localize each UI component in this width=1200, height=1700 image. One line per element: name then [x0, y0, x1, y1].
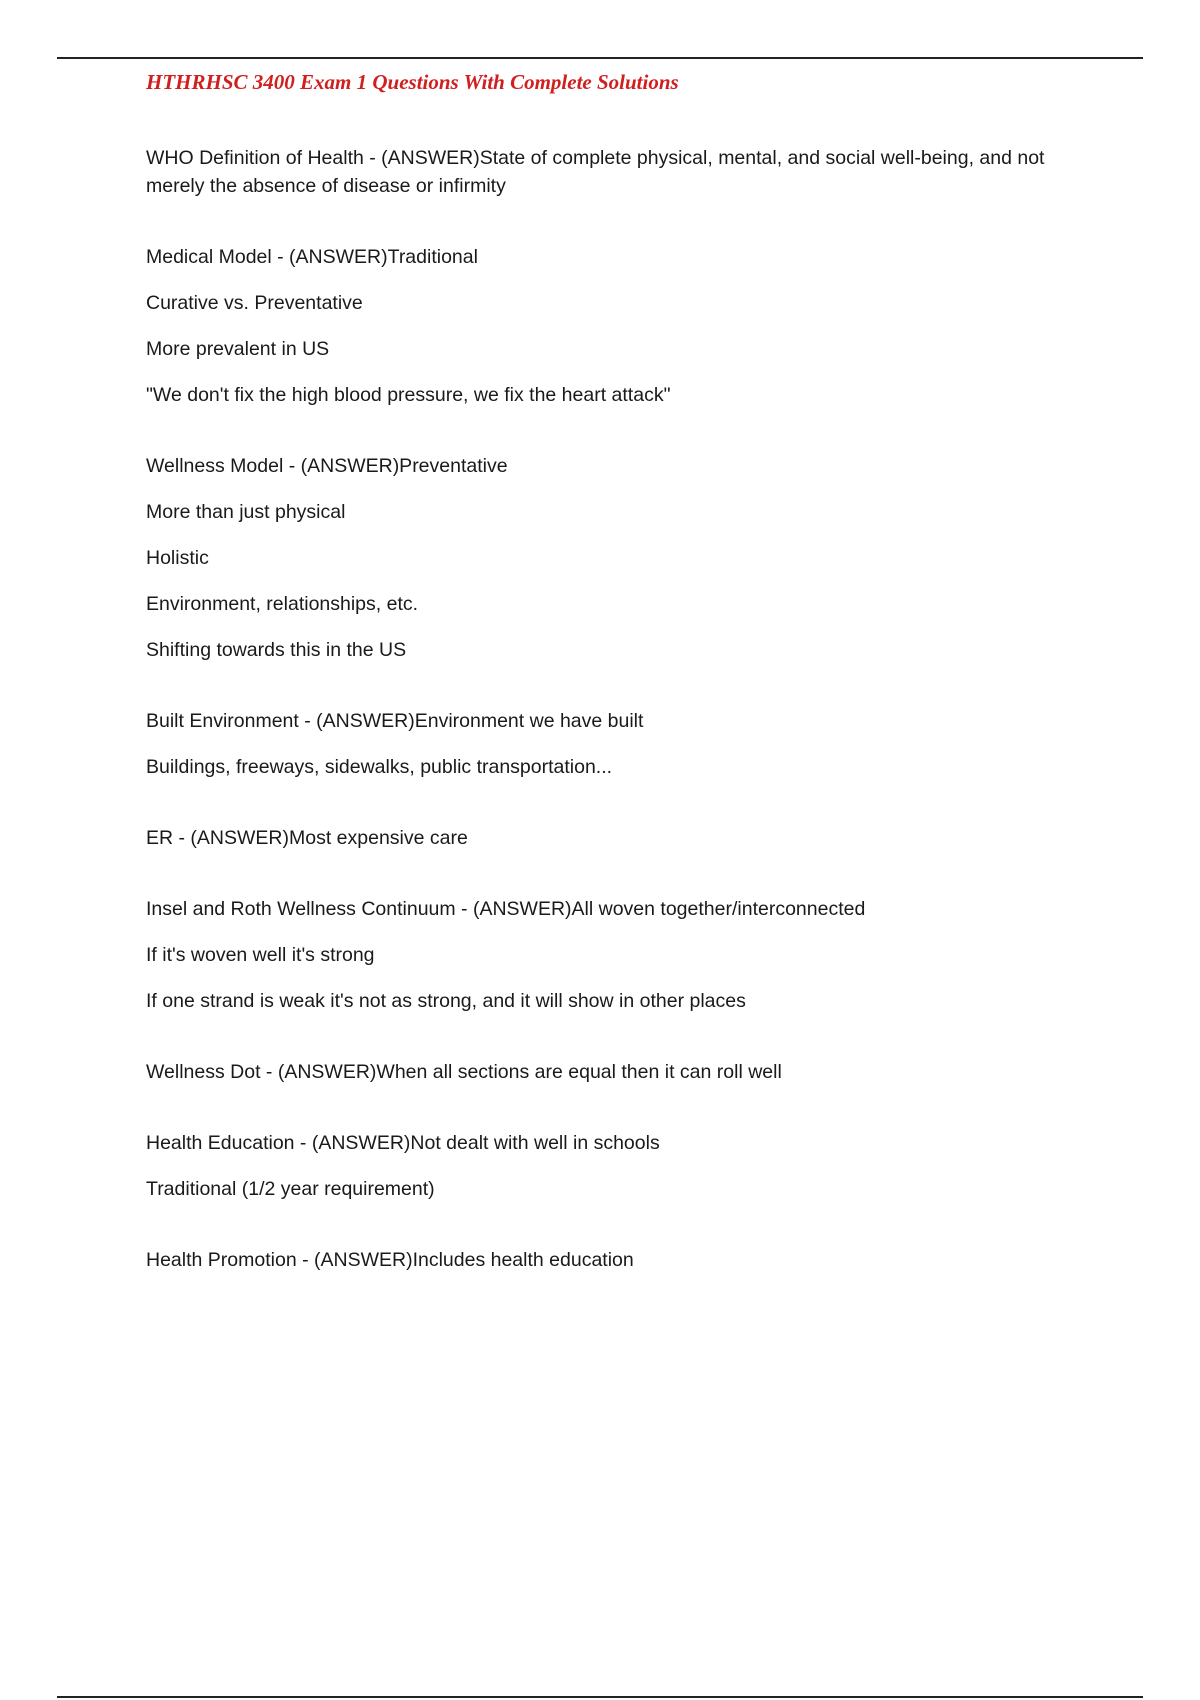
entry-line: If one strand is weak it's not as strong, and it will show in other places [146, 990, 746, 1012]
entry-line: Environment, relationships, etc. [146, 593, 419, 615]
entry-line: Traditional (1/2 year requirement) [146, 1178, 435, 1200]
entry-line: ER - (ANSWER)Most expensive care [146, 827, 468, 849]
entry-health-promotion [146, 1247, 1096, 1274]
entry-line: "We don't fix the high blood pressure, we fix the heart attack" [146, 384, 671, 406]
entry-er [146, 825, 1096, 852]
entry-wellness-dot [146, 1059, 1096, 1086]
entry-line: More than just physical [146, 501, 346, 523]
entry-line: Insel and Roth Wellness Continuum - (ANSWER)All woven together/interconnected [146, 898, 866, 920]
header-rule [57, 57, 1143, 59]
entry-health-education [146, 1130, 1096, 1203]
entry-line: Medical Model - (ANSWER)Traditional [146, 246, 478, 268]
entry-line: Shifting towards this in the US [146, 639, 407, 661]
entry-medical-model [146, 244, 1096, 409]
footer-rule [57, 1696, 1143, 1698]
document-title: HTHRHSC 3400 Exam 1 Questions With Complete Solutions [146, 70, 679, 94]
entry-who-definition [146, 144, 1096, 200]
entry-wellness-model [146, 453, 1096, 664]
entry-built-environment [146, 708, 1096, 781]
entry-line: Curative vs. Preventative [146, 292, 363, 314]
entry-line: Health Education - (ANSWER)Not dealt with well in schools [146, 1132, 660, 1154]
entry-line: Health Promotion - (ANSWER)Includes health education [146, 1249, 634, 1271]
entry-line: WHO Definition of Health - (ANSWER)State of complete physical, mental, and social well-being, and not merely the absence of disease or infirmity [146, 147, 1045, 197]
entry-line: Wellness Dot - (ANSWER)When all sections are equal then it can roll well [146, 1061, 782, 1083]
entry-wellness-continuum [146, 896, 1096, 1015]
entry-line: Built Environment - (ANSWER)Environment we have built [146, 710, 644, 732]
document-body [146, 144, 1096, 1318]
entry-line: Holistic [146, 547, 209, 569]
entry-line: Buildings, freeways, sidewalks, public transportation... [146, 756, 613, 778]
entry-line: Wellness Model - (ANSWER)Preventative [146, 455, 508, 477]
entry-line: More prevalent in US [146, 338, 330, 360]
entry-line: If it's woven well it's strong [146, 944, 375, 966]
